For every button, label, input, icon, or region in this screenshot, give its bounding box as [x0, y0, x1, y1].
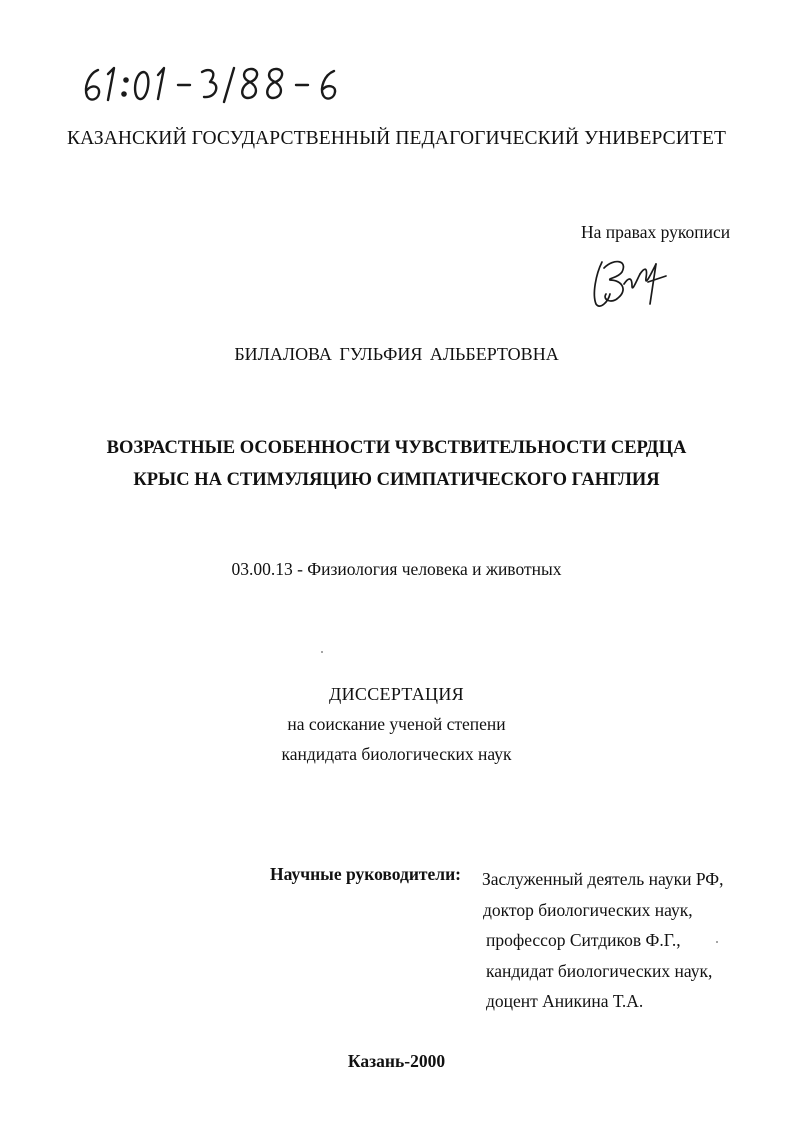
archive-number-handwritten — [78, 58, 378, 108]
supervisors-label: Научные руководители: — [270, 864, 462, 884]
scan-speck — [716, 941, 718, 943]
supervisor-line: Заслуженный деятель науки РФ, — [482, 869, 724, 889]
author-name: БИЛАЛОВА ГУЛЬФИЯ АЛЬБЕРТОВНА — [234, 344, 559, 364]
university-name: КАЗАНСКИЙ ГОСУДАРСТВЕННЫЙ ПЕДАГОГИЧЕСКИЙ УНИВЕРСИТЕТ — [67, 128, 726, 149]
supervisor-line: профессор Ситдиков Ф.Г., — [486, 930, 681, 950]
signature-icon — [588, 254, 678, 314]
degree-block — [0, 679, 793, 769]
title-line-1: ВОЗРАСТНЫЕ ОСОБЕННОСТИ ЧУВСТВИТЕЛЬНОСТИ СЕРДЦА — [106, 438, 687, 458]
degree-line-2: кандидата биологических наук — [281, 744, 512, 764]
title-line-2: КРЫС НА СТИМУЛЯЦИЮ СИМПАТИЧЕСКОГО ГАНГЛИЯ — [133, 470, 660, 490]
degree-line-1: на соискание ученой степени — [287, 714, 506, 734]
supervisor-line: доцент Аникина Т.А. — [486, 991, 644, 1011]
degree-heading: ДИССЕРТАЦИЯ — [329, 684, 464, 704]
supervisor-line: кандидат биологических наук, — [486, 960, 713, 981]
supervisors-list — [482, 864, 724, 1017]
scan-speck — [321, 651, 323, 653]
manuscript-rights-note: На правах рукописи — [581, 222, 731, 242]
city-year: Казань-2000 — [347, 1051, 446, 1071]
dissertation-title — [0, 432, 793, 496]
specialty-code: 03.00.13 - Физиология человека и животных — [231, 559, 562, 579]
supervisor-line: доктор биологических наук, — [483, 899, 693, 920]
